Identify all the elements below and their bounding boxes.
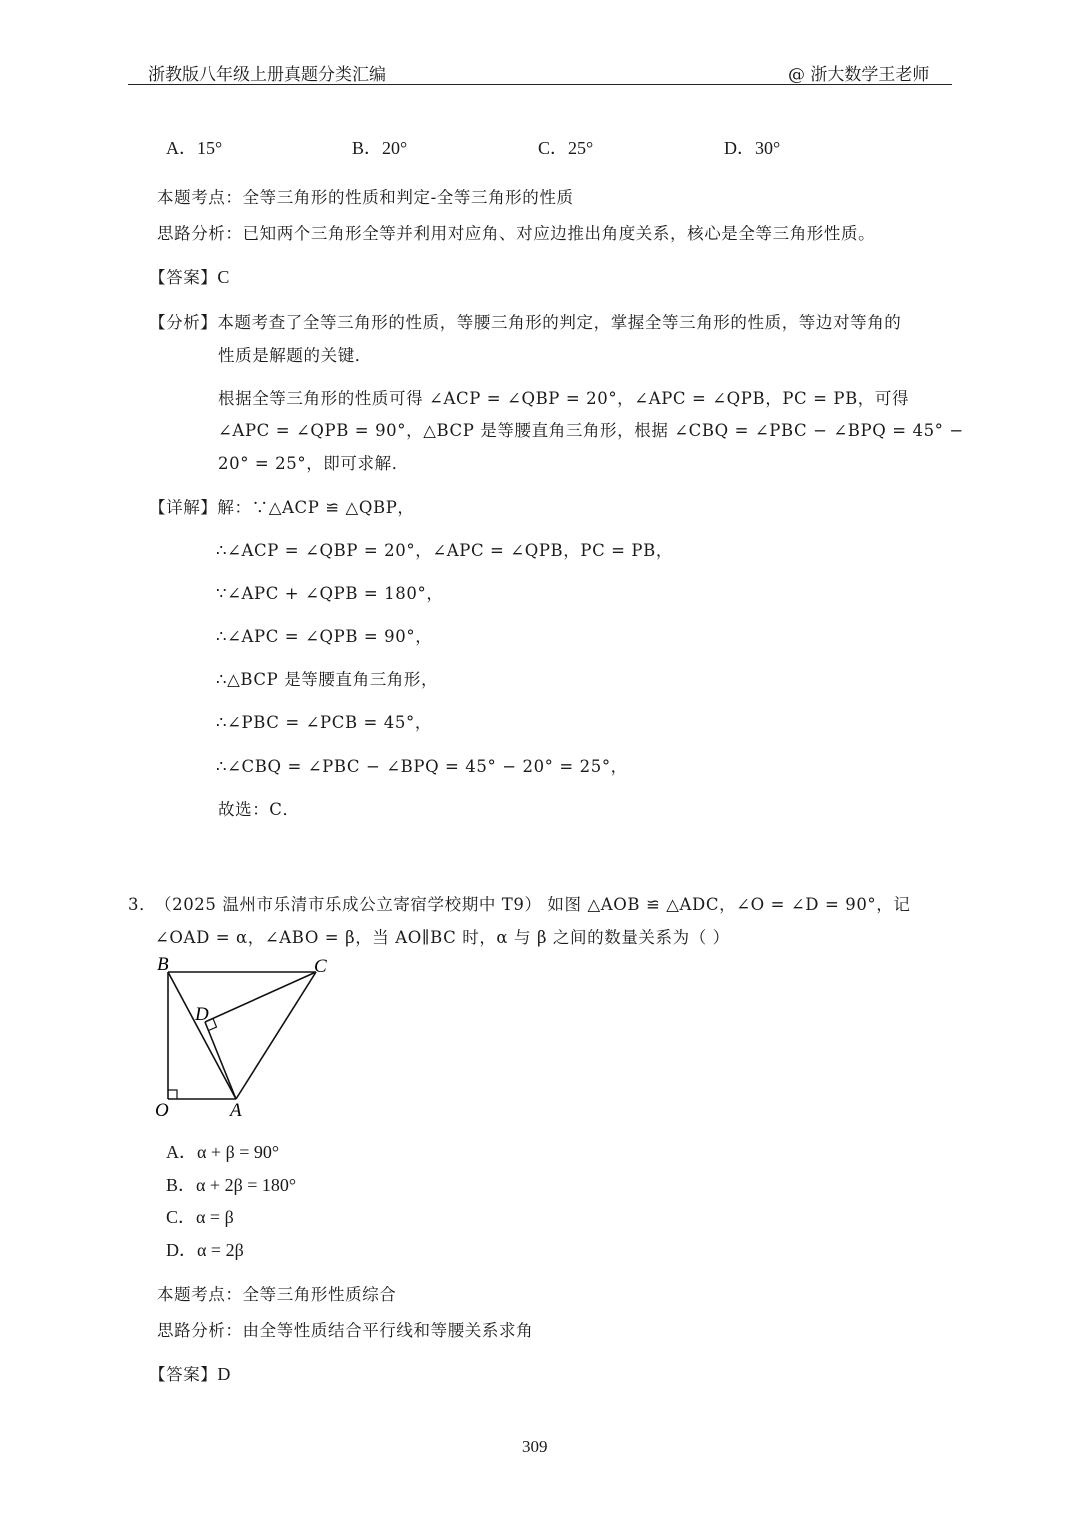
q3-kaodian-label: 本题考点： <box>157 1285 243 1304</box>
prev-step-1: 解：∵△ACP ≌ △QBP， <box>217 498 415 517</box>
prev-xiangjie <box>149 494 415 518</box>
label-d: D <box>195 1004 209 1025</box>
q3-stem-line2: ∠OAD = α，∠ABO = β，当 AO∥BC 时，α 与 β 之间的数量关系为（ ） <box>155 928 730 947</box>
q3-kaodian <box>157 1281 396 1305</box>
prev-xiangjie-label: 【详解】 <box>149 498 218 517</box>
prev-step-6: ∴∠PBC = ∠PCB = 45°， <box>216 713 432 732</box>
q3-option-a: A．α + β = 90° <box>166 1142 280 1162</box>
prev-fenxi-line3: 根据全等三角形的性质可得 ∠ACP = ∠QBP = 20°，∠APC = ∠QPB，PC = PB，可得 <box>218 389 910 408</box>
prev-step-5: ∴△BCP 是等腰直角三角形， <box>216 670 439 689</box>
prev-option-a: A．15° <box>166 138 223 158</box>
label-c: C <box>314 956 327 977</box>
label-o: O <box>155 1100 169 1121</box>
prev-fenxi-label: 【分析】 <box>149 313 218 332</box>
prev-kaodian-label: 本题考点： <box>157 188 243 207</box>
q3-silu <box>157 1317 533 1341</box>
prev-step-3: ∵∠APC + ∠QPB = 180°， <box>216 584 444 603</box>
q3-option-d: D．α = 2β <box>166 1240 244 1260</box>
right-angle-o <box>168 1090 177 1099</box>
prev-silu-text: 已知两个三角形全等并利用对应角、对应边推出角度关系，核心是全等三角形性质。 <box>242 224 876 243</box>
prev-kaodian-text: 全等三角形的性质和判定-全等三角形的性质 <box>242 188 574 207</box>
prev-kaodian <box>157 184 574 208</box>
q3-option-b: B．α + 2β = 180° <box>166 1175 297 1195</box>
prev-fenxi <box>149 309 901 333</box>
prev-fenxi-line5: 20° = 25°，即可求解． <box>218 454 409 473</box>
segment-ba <box>168 972 236 1099</box>
prev-step-8: 故选：C． <box>218 800 300 819</box>
q3-kaodian-text: 全等三角形性质综合 <box>242 1285 397 1304</box>
prev-silu <box>157 220 875 244</box>
prev-answer-value: C <box>217 267 231 287</box>
q3-silu-label: 思路分析： <box>157 1321 243 1340</box>
prev-step-2: ∴∠ACP = ∠QBP = 20°，∠APC = ∠QPB，PC = PB， <box>216 541 673 560</box>
q3-silu-text: 由全等性质结合平行线和等腰关系求角 <box>242 1321 534 1340</box>
prev-step-4: ∴∠APC = ∠QPB = 90°， <box>216 627 433 646</box>
q3-answer <box>149 1361 231 1385</box>
prev-answer-label: 【答案】 <box>149 268 218 287</box>
header-left: 浙教版八年级上册真题分类汇编 <box>148 65 386 85</box>
q3-number: 3． <box>128 895 157 914</box>
prev-step-7: ∴∠CBQ = ∠PBC − ∠BPQ = 45° − 20° = 25°， <box>216 757 628 776</box>
prev-answer <box>149 264 230 288</box>
header-rule <box>128 84 952 85</box>
q3-option-c: C．α = β <box>166 1207 234 1227</box>
prev-silu-label: 思路分析： <box>157 224 243 243</box>
q3-stem-line1: （2025 温州市乐清市乐成公立寄宿学校期中 T9） 如图 △AOB ≌ △ADC，∠O = ∠D = 90°，记 <box>155 895 911 914</box>
prev-fenxi-line4: ∠APC = ∠QPB = 90°，△BCP 是等腰直角三角形，根据 ∠CBQ = ∠PBC − ∠BPQ = 45° − <box>218 421 964 440</box>
label-b: B <box>157 954 169 975</box>
q3-figure <box>150 950 350 1125</box>
label-a: A <box>230 1100 242 1121</box>
prev-fenxi-line2: 性质是解题的关键． <box>218 346 372 365</box>
q3-answer-label: 【答案】 <box>149 1365 218 1384</box>
prev-option-b: B．20° <box>352 138 408 158</box>
prev-fenxi-line1: 本题考查了全等三角形的性质，等腰三角形的判定，掌握全等三角形的性质，等边对等角的 <box>217 313 902 332</box>
prev-option-c: C．25° <box>538 138 594 158</box>
page-number: 309 <box>522 1437 548 1456</box>
segment-da <box>205 1022 236 1099</box>
q3-answer-value: D <box>217 1364 232 1384</box>
segment-ca <box>236 972 316 1099</box>
header-right: @ 浙大数学王老师 <box>788 65 930 85</box>
prev-option-d: D．30° <box>724 138 781 158</box>
